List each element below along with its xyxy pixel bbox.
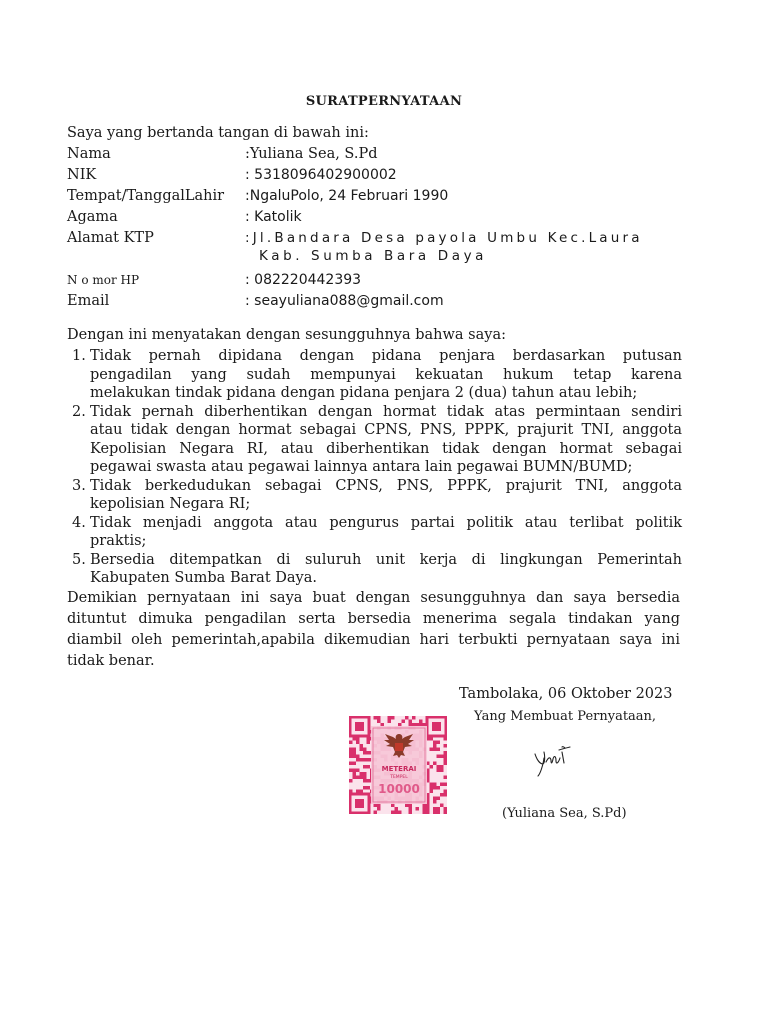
field-hp [67,270,687,291]
item-line: pengadilan yang sudah mempunyai kekuatan hukum tetap karena [90,366,682,383]
address-line-2: Kab. Sumba Bara Daya [259,248,488,264]
intro-text: Saya yang bertanda tangan di bawah ini: [67,125,369,141]
place-date: Tambolaka, 06 Oktober 2023 [459,686,673,702]
identity-fields [67,144,687,312]
stamp-value: 10000 [378,782,420,796]
field-label: Tempat/TanggalLahir [67,188,225,204]
field-value: : 5318096402900002 [245,167,397,183]
list-item [67,347,682,403]
stamp-label: METERAI [381,765,417,773]
item-number: 3. [72,477,86,494]
field-label: Nama [67,146,111,162]
item-number: 4. [72,514,86,531]
item-line: Bersedia ditempatkan di suluruh unit kerja di lingkungan Pemerintah [90,551,682,568]
signer-name: (Yuliana Sea, S.Pd) [502,806,627,821]
stamp-sublabel: TEMPEL [390,775,408,780]
field-value: : 082220442393 [245,272,362,288]
field-label: Email [67,293,110,309]
item-line: atau tidak dengan hormat sebagai CPNS, PNS, PPPK, prajurit TNI, anggota [90,422,682,438]
item-line: Tidak berkedudukan sebagai CPNS, PNS, PPPK, prajurit TNI, anggota [90,477,682,494]
field-label: Agama [67,209,118,225]
item-line: kepolisian Negara RI; [90,496,251,512]
field-value: :Yuliana Sea, S.Pd [245,146,378,162]
field-birth [67,186,687,207]
maker-label: Yang Membuat Pernyataan, [474,709,657,724]
item-line: praktis; [90,533,147,549]
field-label: N o mor HP [67,273,140,287]
item-number: 5. [72,551,86,568]
field-value: : Katolik [245,209,302,225]
list-item [67,477,682,514]
field-value: :NgaluPolo, 24 Februari 1990 [245,188,449,204]
item-line: pegawai swasta atau pegawai lainnya antara lain pegawai BUMN/BUMD; [90,459,633,475]
field-nama [67,144,687,165]
statement-intro: Dengan ini menyatakan dengan sesungguhnya bahwa saya: [67,327,506,343]
signature-icon [532,744,574,778]
field-value: : seayuliana088@gmail.com [245,293,444,309]
item-number: 1. [72,348,86,364]
item-line: Tidak pernah dipidana dengan pidana penjara berdasarkan putusan [90,348,682,364]
address-line-1: :Jl.Bandara Desa payola Umbu Kec.Laura [245,230,643,246]
item-line: Tidak menjadi anggota atau pengurus partai politik atau terlibat politik [90,514,682,531]
item-number: 2. [72,403,86,420]
item-line: melakukan tindak pidana dengan pidana penjara 2 (dua) tahun atau lebih; [90,385,638,401]
closing-line: Demikian pernyataan ini saya buat dengan sesungguhnya dan saya bersedia [67,590,680,606]
closing-paragraph [67,588,680,672]
field-label: NIK [67,167,97,183]
document-title: SURATPERNYATAAN [305,94,463,109]
closing-line: diambil oleh pemerintah,apabila dikemudian hari terbukti pernyataan saya ini [67,632,680,648]
field-email [67,291,687,312]
field-label: Alamat KTP [67,230,154,246]
meterai-stamp-icon [349,716,447,814]
item-line: Kepolisian Negara RI, atau diberhentikan tidak dengan hormat sebagai [90,440,682,457]
statement-list [67,347,682,588]
item-line: Kabupaten Sumba Barat Daya. [90,570,317,586]
item-line: Tidak pernah diberhentikan dengan hormat tidak atas permintaan sendiri [90,403,682,420]
list-item [67,514,682,551]
closing-line: tidak benar. [67,653,155,669]
closing-line: dituntut dimuka pengadilan serta bersedia menerima segala tindakan yang [67,611,680,627]
list-item [67,403,682,477]
field-nik [67,165,687,186]
list-item [67,551,682,588]
field-agama [67,207,687,228]
